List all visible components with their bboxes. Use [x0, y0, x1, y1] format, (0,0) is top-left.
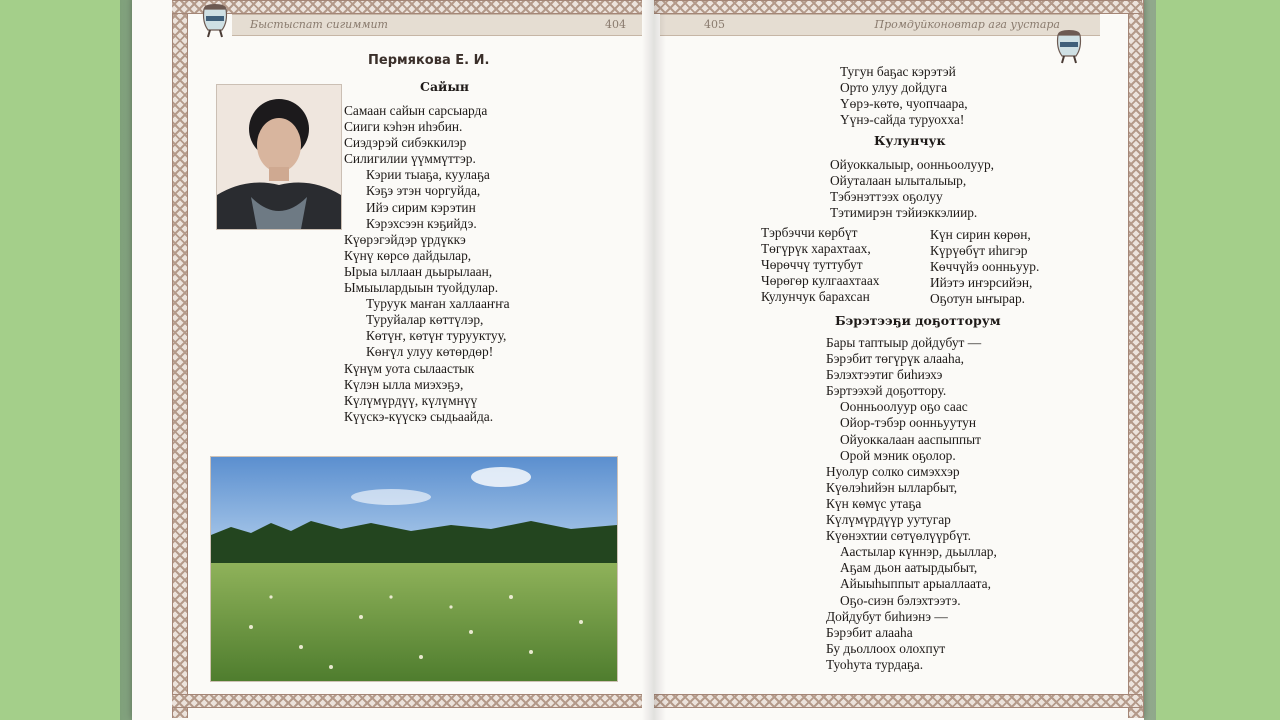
right-page-bottom-border [654, 694, 1142, 708]
poem-line: Ойуоккалаан ааспыппыт [840, 431, 982, 447]
poem-line: Үүнэ-сайда туруохха! [840, 112, 965, 128]
poem-line: Оҕотун ыҥырар. [930, 291, 1025, 307]
poem-line: Тэтимирэн тэйиэккэлиир. [830, 205, 978, 221]
poem-line: Күнүм уота сылаастык [344, 360, 475, 376]
open-book [132, 0, 1144, 720]
book-photo [120, 0, 1156, 720]
author-name: Пермякова Е. И. [368, 53, 490, 68]
right-running-title: Промдуйконовтар ага уустара [874, 18, 1060, 31]
poem-line: Көҥүл улуу көтөрдөр! [366, 344, 494, 360]
poem-line: Сиэдэрэй сибэккилэр [344, 135, 467, 151]
right-page-top-border [654, 0, 1142, 14]
poem-continuation-text [840, 64, 968, 128]
meadow-image [211, 457, 617, 681]
poem-line: Тэбэнэттээх оҕолуу [830, 189, 943, 205]
poem-line: Туруук маҥан халлааҥҥа [366, 296, 510, 312]
right-running-header [660, 14, 1100, 36]
poem-dogottorum-text [826, 335, 997, 673]
poem-line: Күлүмүрдүү, күлүмнүү [344, 392, 478, 408]
poem-line: Айыыһыппыт арыаллаата, [840, 576, 991, 592]
poem-line: Орто улуу дойдуга [840, 80, 948, 96]
poem-line: Чөрөччү туттубут [761, 257, 863, 273]
poem-line: Орой мэник оҕолор. [840, 447, 956, 463]
poem-line: Самаан сайын сарсыарда [344, 103, 488, 118]
poem-line: Туруйалар көттүлэр, [366, 312, 484, 328]
poem-line: Күрүөбүт иһигэр [930, 243, 1028, 259]
poem-line: Силигилии үүммүттэр. [344, 151, 476, 167]
poem-line: Дойдубут биһиэнэ — [826, 608, 948, 624]
poem-kulunchuk-column-2 [930, 227, 1039, 307]
poem-line: Күн сирин көрөн, [930, 227, 1031, 242]
poem-title-saiyn: Сайын [420, 79, 469, 94]
left-page-outer-border [172, 0, 188, 718]
poem-line: Туоһута турдаҕа. [826, 656, 924, 672]
right-page [654, 0, 1144, 720]
poem-line: Төгүрүк харахтаах, [761, 241, 871, 257]
poem-line: Бэрэбит төгүрүк алааһа, [826, 351, 964, 367]
meadow-photo [210, 456, 618, 682]
poem-line: Чөрөгөр кулгаахтаах [761, 273, 880, 289]
poem-line: Сииги кэһэн иһэбин. [344, 119, 463, 135]
poem-line: Көччүйэ оонньуур. [930, 259, 1040, 275]
left-page-top-border [172, 0, 642, 14]
left-page [132, 0, 655, 720]
poem-saiyn-text [344, 103, 510, 425]
poem-line: Бары таптыыр дойдубут — [826, 335, 982, 350]
poem-line: Нуолур солко симэххэр [826, 463, 960, 479]
poem-line: Оҕо-сиэн бэлэхтээтэ. [840, 592, 961, 608]
poem-line: Күөлэһийэн ылларбыт, [826, 479, 958, 495]
poem-line: Көтүҥ, көтүҥ турууктуу, [366, 328, 507, 344]
poem-line: Кулунчук барахсан [761, 289, 870, 305]
poem-line: Күүскэ-күүскэ сыдьаайда. [344, 408, 494, 424]
poem-line: Бэлэхтээтиг биһиэхэ [826, 367, 943, 383]
poem-title-dogottorum: Бэрэтээҕи доҕотторум [835, 313, 1001, 328]
poem-line: Тугун баҕас кэрэтэй [840, 64, 956, 79]
poem-line: Ымыылардыын туойдулар. [344, 280, 499, 296]
poem-line: Кэрии тыаҕа, куулаҕа [366, 167, 490, 183]
left-page-number: 404 [605, 18, 626, 31]
poem-line: Ийэ сирим кэрэтин [366, 199, 476, 215]
poem-line: Үөрэ-көтө, чуопчаара, [840, 96, 968, 112]
poem-line: Ойуталаан ылыталыыр, [830, 173, 967, 189]
poem-kulunchuk-column-1 [761, 225, 879, 305]
poem-line: Бу дьоллоох олохпут [826, 640, 946, 656]
right-page-number: 405 [704, 18, 725, 31]
poem-line: Ойуоккалыыр, оонньоолуур, [830, 157, 994, 172]
poem-kulunchuk-intro-text [830, 157, 994, 221]
ornament-vase-icon [1054, 26, 1084, 66]
poem-line: Күн көмүс утаҕа [826, 495, 922, 511]
poem-line: Аҕам дьон аатырдыбыт, [840, 560, 978, 576]
poem-line: Аастылар күннэр, дьыллар, [840, 544, 997, 560]
left-page-bottom-border [172, 694, 642, 708]
poem-line: Кэҕэ этэн чоргуйда, [366, 183, 481, 199]
poem-line: Ойор-тэбэр оонньуутун [840, 415, 976, 431]
right-page-outer-border [1128, 0, 1144, 718]
poem-line: Ийэтэ иҥэрсийэн, [930, 275, 1033, 291]
ornament-vase-icon [200, 0, 230, 40]
poem-line: Күлүмүрдүүр уутугар [826, 512, 951, 528]
poem-line: Күөнэхтии сөтүөлүүрбүт. [826, 528, 971, 544]
poem-line: Кэрэхсээн кэҕийдэ. [366, 215, 477, 231]
poem-line: Күөрэгэйдэр үрдүккэ [344, 231, 466, 247]
author-portrait [216, 84, 342, 230]
portrait-image [217, 85, 341, 229]
poem-line: Күлэн ылла миэхэҕэ, [344, 376, 464, 392]
poem-line: Бэртээхэй доҕоттору. [826, 383, 947, 399]
poem-line: Оонньоолуур оҕо саас [840, 399, 968, 415]
left-running-title: Быстыспат сигиммит [250, 18, 388, 31]
poem-title-kulunchuk: Кулунчук [874, 133, 946, 148]
poem-line: Ырыа ыллаан дьырылаан, [344, 263, 493, 279]
poem-line: Күнү көрсө дайдылар, [344, 247, 472, 263]
left-running-header [232, 14, 642, 36]
poem-line: Тэрбэччи көрбүт [761, 225, 858, 240]
poem-line: Бэрэбит алааһа [826, 624, 913, 640]
